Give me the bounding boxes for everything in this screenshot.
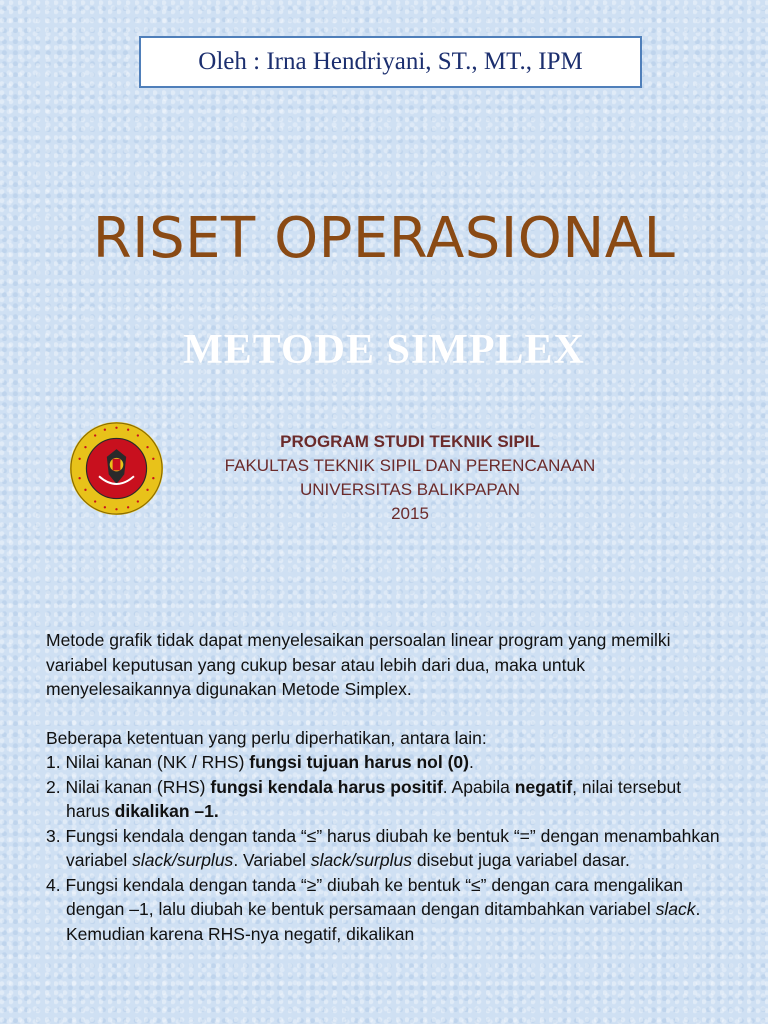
rule-item-4: 4. Fungsi kendala dengan tanda “≥” diubah ke bentuk “≤” dengan cara mengalikan dengan –1, lalu diubah ke bentuk persamaan dengan ditambahkan variabel slack. Kemudian karena RHS-nya negatif, dikalikan [46, 874, 701, 944]
page-title: RISET OPERASIONAL [92, 206, 676, 271]
body-text [46, 628, 726, 946]
rule-item-1: 1. Nilai kanan (NK / RHS) fungsi tujuan harus nol (0). [46, 752, 474, 772]
intro-paragraph: Metode grafik tidak dapat menyelesaikan persoalan linear program yang memilki variabel keputusan yang cukup besar atau lebih dari dua, maka untuk menyelesaikannya digunakan Metode Simplex. [46, 630, 671, 699]
university-name: UNIVERSITAS BALIKPAPAN [299, 480, 521, 499]
faculty-name: FAKULTAS TEKNIK SIPIL DAN PERENCANAAN [224, 456, 596, 475]
year: 2015 [391, 504, 429, 523]
author-box [139, 36, 642, 88]
rules-list [46, 750, 726, 946]
rule-item-2: 2. Nilai kanan (RHS) fungsi kendala harus positif. Apabila negatif, nilai tersebut harus dikalikan –1. [46, 776, 682, 821]
program-name: PROGRAM STUDI TEKNIK SIPIL [280, 432, 540, 451]
rules-heading: Beberapa ketentuan yang perlu diperhatikan, antara lain: [46, 727, 487, 748]
author-text: Oleh : Irna Hendriyani, ST., MT., IPM [198, 48, 583, 75]
rule-item-3: 3. Fungsi kendala dengan tanda “≤” harus diubah ke bentuk “=” dengan menambahkan variabel slack/surplus. Variabel slack/surplus disebut juga variabel dasar. [46, 825, 720, 870]
page-subtitle: METODE SIMPLEX [183, 327, 585, 373]
institution-block [140, 430, 680, 526]
